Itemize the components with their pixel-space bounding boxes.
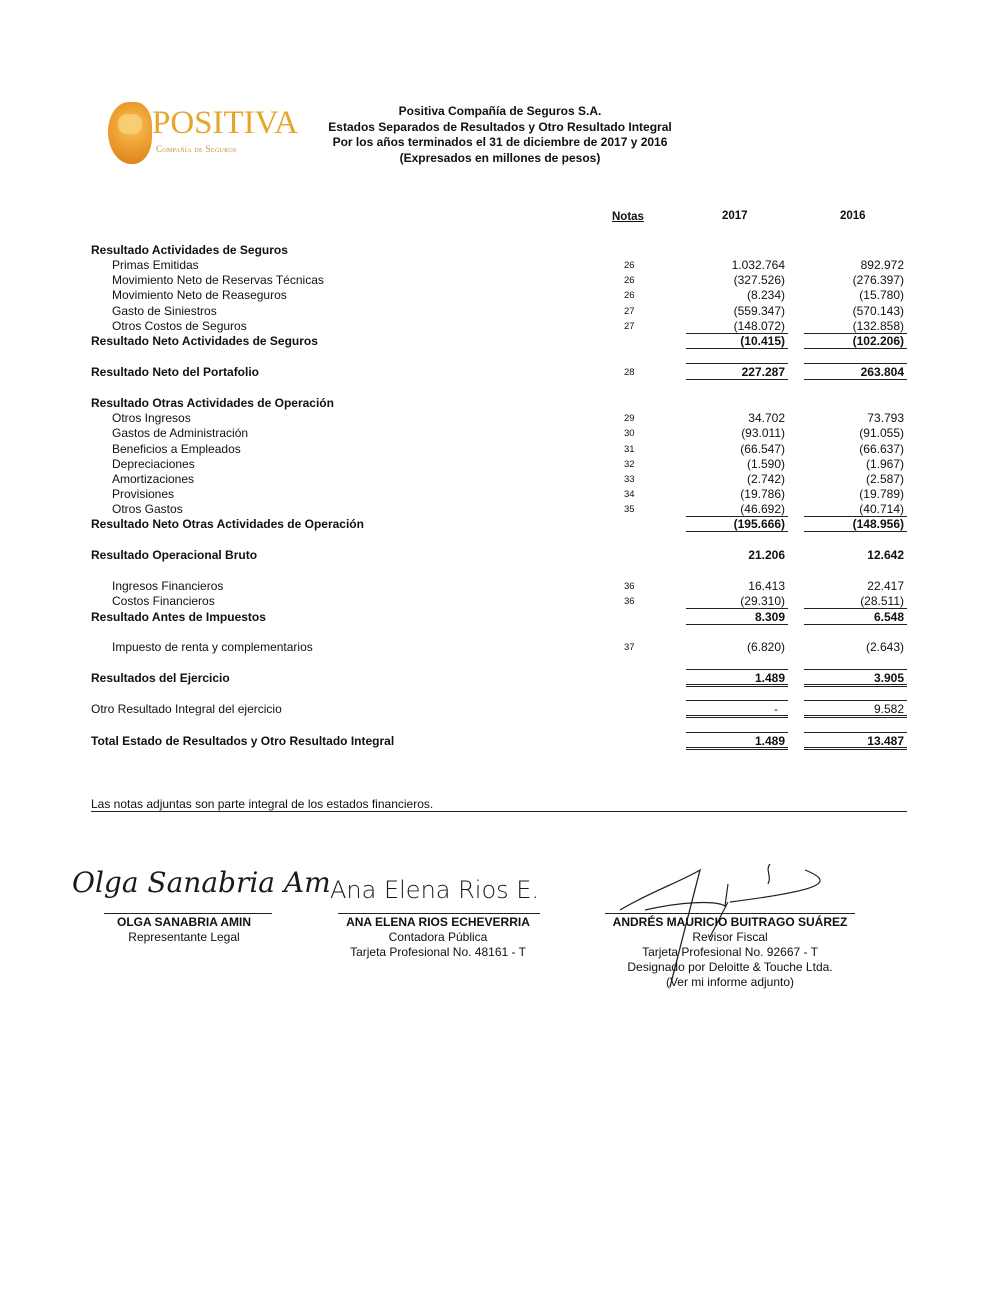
subtotal-row — [0, 334, 1000, 349]
row-value-2017: 21.206 — [748, 548, 785, 562]
row-label: Total Estado de Resultados y Otro Resultado Integral — [91, 734, 395, 748]
double-rule — [804, 684, 907, 687]
row-note: 32 — [624, 459, 635, 470]
subtotal-row — [0, 548, 1000, 563]
subtotal-rule — [804, 379, 907, 380]
row-label: Impuesto de renta y complementarios — [112, 640, 313, 654]
subtotal-rule — [686, 624, 788, 625]
signature-line — [338, 913, 540, 914]
subtotal-rule — [804, 624, 907, 625]
row-value-2016: (91.055) — [859, 426, 904, 440]
table-row — [0, 594, 1000, 609]
subtotal-rule — [686, 700, 788, 701]
logo-subtitle: Compañía de Seguros — [156, 144, 237, 154]
signature-line — [104, 913, 272, 914]
subtotal-rule — [686, 348, 788, 349]
row-value-2017: (10.415) — [740, 334, 785, 348]
subtotal-rule — [804, 700, 907, 701]
row-value-2017: (195.666) — [733, 517, 785, 531]
signer-name: ANA ELENA RIOS ECHEVERRIA — [346, 915, 530, 929]
subtotal-rule — [804, 348, 907, 349]
subtotal-rule — [804, 669, 907, 670]
signer-role: Revisor Fiscal — [692, 930, 768, 944]
row-label: Resultado Antes de Impuestos — [91, 610, 266, 624]
signature-block-accountant — [326, 915, 550, 960]
signer-firm: Designado por Deloitte & Touche Ltda. — [627, 960, 833, 974]
logo-emblem-icon — [108, 102, 152, 164]
table-row — [0, 487, 1000, 502]
row-note: 31 — [624, 444, 635, 455]
row-value-2017: (327.526) — [733, 273, 785, 287]
row-value-2017: 1.032.764 — [731, 258, 785, 272]
row-value-2017: (19.786) — [740, 487, 785, 501]
row-value-2017: 1.489 — [754, 734, 785, 748]
statement-units: (Expresados en millones de pesos) — [399, 150, 601, 165]
row-note: 26 — [624, 260, 635, 271]
footer-note: Las notas adjuntas son parte integral de los estados financieros. — [91, 797, 434, 811]
row-value-2016: 22.417 — [867, 579, 904, 593]
table-row — [0, 411, 1000, 426]
row-label: Resultado Neto Otras Actividades de Operación — [91, 517, 364, 531]
column-header-notas: Notas — [612, 211, 644, 223]
row-value-2016: (132.858) — [852, 319, 904, 333]
row-note: 33 — [624, 474, 635, 485]
row-label: Gastos de Administración — [112, 426, 249, 440]
row-value-2017: 8.309 — [754, 610, 785, 624]
row-label: Otros Gastos — [112, 502, 183, 516]
table-row — [0, 640, 1000, 655]
signer-reference: (Ver mi informe adjunto) — [665, 975, 795, 989]
double-rule — [686, 684, 788, 687]
subtotal-row — [0, 517, 1000, 532]
row-value-2017: (1.590) — [746, 457, 785, 471]
row-value-2017: (93.011) — [741, 426, 785, 440]
row-value-2016: (1.967) — [865, 457, 904, 471]
signature-line — [605, 913, 855, 914]
subtotal-row — [0, 610, 1000, 625]
row-value-2016: 892.972 — [860, 258, 904, 272]
row-label: Resultado Neto Actividades de Seguros — [91, 334, 318, 348]
row-value-2016: (2.587) — [865, 472, 904, 486]
row-label: Otros Ingresos — [112, 411, 191, 425]
signer-card: Tarjeta Profesional No. 92667 - T — [642, 945, 818, 959]
row-value-2017: (46.692) — [740, 502, 785, 516]
row-label: Beneficios a Empleados — [112, 442, 241, 456]
subtotal-rule — [686, 669, 788, 670]
row-label: Amortizaciones — [112, 472, 195, 486]
row-note: 37 — [624, 642, 635, 653]
section-heading — [0, 396, 1000, 411]
row-label: Depreciaciones — [112, 457, 195, 471]
table-row — [0, 273, 1000, 288]
row-value-2017: 34.702 — [748, 411, 785, 425]
subtotal-rule — [686, 379, 788, 380]
signer-role: Contadora Pública — [388, 930, 488, 944]
double-rule — [804, 715, 907, 718]
company-name: Positiva Compañía de Seguros S.A. — [398, 104, 602, 118]
row-value-2016: 12.642 — [867, 548, 904, 562]
double-rule — [686, 747, 788, 750]
signature-scribble: Ana Elena Rios E. — [330, 876, 540, 904]
row-note: 26 — [624, 275, 635, 286]
row-value-2016: (570.143) — [852, 304, 904, 318]
row-note: 27 — [624, 321, 635, 332]
row-value-2017: 16.413 — [748, 579, 785, 593]
table-row — [0, 457, 1000, 472]
row-value-2017: (2.742) — [746, 472, 785, 486]
row-label: Provisiones — [112, 487, 175, 501]
statement-period: Por los años terminados el 31 de diciembre de 2017 y 2016 — [332, 135, 668, 149]
subtotal-rule — [686, 732, 788, 733]
table-row — [0, 288, 1000, 303]
row-value-2016: (66.637) — [859, 442, 904, 456]
row-label: Resultados del Ejercicio — [91, 671, 230, 685]
signer-name: ANDRÉS MAURICIO BUITRAGO SUÁREZ — [612, 915, 848, 929]
row-value-2017: (8.234) — [746, 288, 785, 302]
column-header-2017: 2017 — [722, 210, 748, 222]
row-value-2016: (15.780) — [859, 288, 904, 302]
row-value-2016: 263.804 — [860, 365, 904, 379]
signature-block-legal-rep — [94, 915, 274, 945]
row-value-2016: 3.905 — [873, 671, 904, 685]
row-value-2016: (276.397) — [852, 273, 904, 287]
row-label: Gasto de Siniestros — [112, 304, 217, 318]
row-label: Ingresos Financieros — [112, 579, 224, 593]
subtotal-rule — [804, 608, 907, 609]
document-header — [290, 104, 710, 166]
subtotal-rule — [804, 732, 907, 733]
row-label: Otros Costos de Seguros — [112, 319, 247, 333]
row-label: Movimiento Neto de Reservas Técnicas — [112, 273, 324, 287]
statement-title: Estados Separados de Resultados y Otro Resultado Integral — [328, 119, 672, 134]
row-label: Costos Financieros — [112, 594, 215, 608]
row-note: 28 — [624, 367, 635, 378]
double-rule — [686, 715, 788, 718]
row-label: Otro Resultado Integral del ejercicio — [91, 702, 282, 716]
subtotal-rule — [804, 531, 907, 532]
subtotal-rule — [686, 363, 788, 364]
row-label: Resultado Otras Actividades de Operación — [91, 396, 334, 410]
signature-block-fiscal-auditor — [598, 915, 862, 990]
row-note: 29 — [624, 413, 635, 424]
subtotal-rule — [686, 608, 788, 609]
subtotal-rule — [686, 531, 788, 532]
row-label: Resultado Actividades de Seguros — [91, 243, 288, 257]
row-value-2017: 227.287 — [741, 365, 785, 379]
subtotal-row — [0, 365, 1000, 380]
table-row — [0, 304, 1000, 319]
logo-wordmark: POSITIVA — [152, 105, 299, 141]
row-value-2016: (148.956) — [852, 517, 904, 531]
row-note: 26 — [624, 290, 635, 301]
row-note: 35 — [624, 504, 635, 515]
row-value-2017: - — [774, 702, 778, 716]
row-value-2016: 6.548 — [873, 610, 904, 624]
column-header-2016: 2016 — [840, 210, 866, 222]
section-heading — [0, 243, 1000, 258]
row-value-2017: 1.489 — [754, 671, 785, 685]
row-value-2016: (19.789) — [859, 487, 904, 501]
row-label: Resultado Neto del Portafolio — [91, 365, 260, 379]
row-value-2017: (6.820) — [746, 640, 785, 654]
row-value-2017: (148.072) — [733, 319, 785, 333]
double-rule — [804, 747, 907, 750]
row-value-2016: (28.511) — [860, 594, 904, 608]
signer-name: OLGA SANABRIA AMIN — [117, 915, 251, 929]
row-value-2017: (66.547) — [740, 442, 785, 456]
row-value-2016: (40.714) — [859, 502, 904, 516]
row-label: Primas Emitidas — [112, 258, 199, 272]
row-note: 27 — [624, 306, 635, 317]
table-row — [0, 426, 1000, 441]
row-note: 30 — [624, 428, 635, 439]
table-row — [0, 258, 1000, 273]
row-label: Movimiento Neto de Reaseguros — [112, 288, 287, 302]
company-logo — [108, 100, 299, 166]
signature-scribble: Olga Sanabria Am — [72, 866, 331, 899]
row-note: 36 — [624, 596, 635, 607]
table-row — [0, 442, 1000, 457]
table-row — [0, 319, 1000, 334]
row-value-2016: (2.643) — [865, 640, 904, 654]
row-value-2016: 9.582 — [873, 702, 904, 716]
row-label: Resultado Operacional Bruto — [91, 548, 258, 562]
row-value-2016: (102.206) — [852, 334, 904, 348]
table-row — [0, 579, 1000, 594]
signer-role: Representante Legal — [128, 930, 240, 944]
table-row — [0, 502, 1000, 517]
row-value-2017: (559.347) — [733, 304, 785, 318]
subtotal-rule — [804, 363, 907, 364]
row-note: 34 — [624, 489, 635, 500]
table-row — [0, 472, 1000, 487]
signer-card: Tarjeta Profesional No. 48161 - T — [350, 945, 526, 959]
row-value-2016: 73.793 — [867, 411, 904, 425]
footer-rule — [91, 811, 907, 812]
row-value-2017: (29.310) — [740, 594, 785, 608]
row-value-2016: 13.487 — [867, 734, 904, 748]
row-note: 36 — [624, 581, 635, 592]
